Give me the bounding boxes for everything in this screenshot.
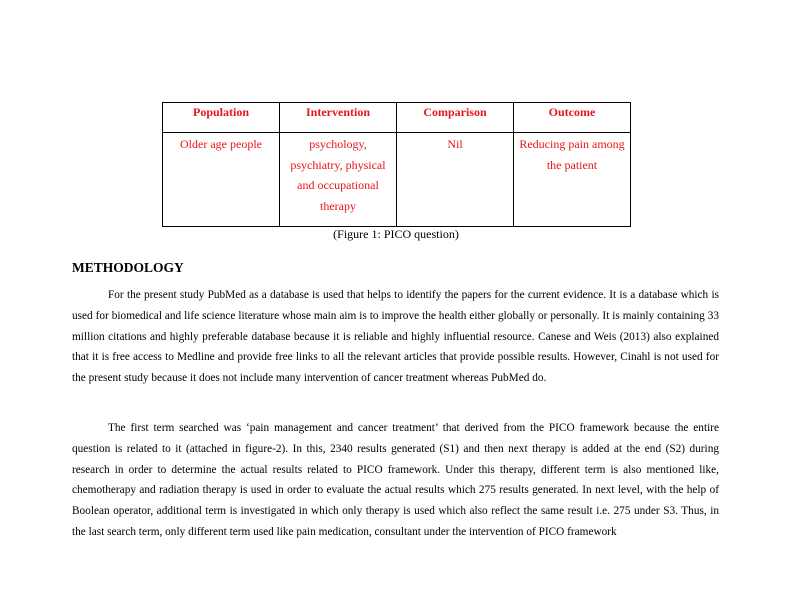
pico-table [162, 102, 631, 227]
paragraph-1: For the present study PubMed as a database is used that helps to identify the papers for the current evidence. It is a database which is used for biomedical and life science literature whose main aim is to improve the health either globally or personally. It is mainly containing 33 million citations and highly preferable database because it is reliable and highly influential resource. Canese and Weis (2013) also explained that it is free access to Medline and provide free links to all the relevant articles that provide possible results. However, Cinahl is not used for the present study because it does not include many intervention of cancer treatment whereas PubMed do. [72, 289, 719, 385]
figure-caption: (Figure 1: PICO question) [333, 227, 459, 241]
cell-population: Older age people [163, 133, 280, 227]
cell-intervention: psychology, psychiatry, physical and occupational therapy [280, 133, 397, 227]
header-intervention: Intervention [280, 103, 397, 133]
cell-outcome: Reducing pain among the patient [514, 133, 631, 227]
header-population: Population [163, 103, 280, 133]
cell-comparison: Nil [397, 133, 514, 227]
table-header-row [163, 103, 631, 133]
header-outcome: Outcome [514, 103, 631, 133]
section-heading: METHODOLOGY [72, 260, 184, 275]
header-comparison: Comparison [397, 103, 514, 133]
table-row [163, 133, 631, 227]
paragraph-2: The first term searched was ‘pain management and cancer treatment’ that derived from the PICO framework because the entire question is related to it (attached in figure-2). In this, 2340 results generated (S1) and then next therapy is added at the end (S2) during research in order to determine the actual results related to PICO framework. Under this therapy, different term is also mentioned like, chemotherapy and radiation therapy is used in order to evaluate the actual results which 275 results generated. In next level, with the help of Boolean operator, additional term is investigated in which only therapy is used which also reflect the same result i.e. 275 under S3. Thus, in the last search term, only different term used like pain medication, consultant under the intervention of PICO framework [72, 422, 719, 538]
